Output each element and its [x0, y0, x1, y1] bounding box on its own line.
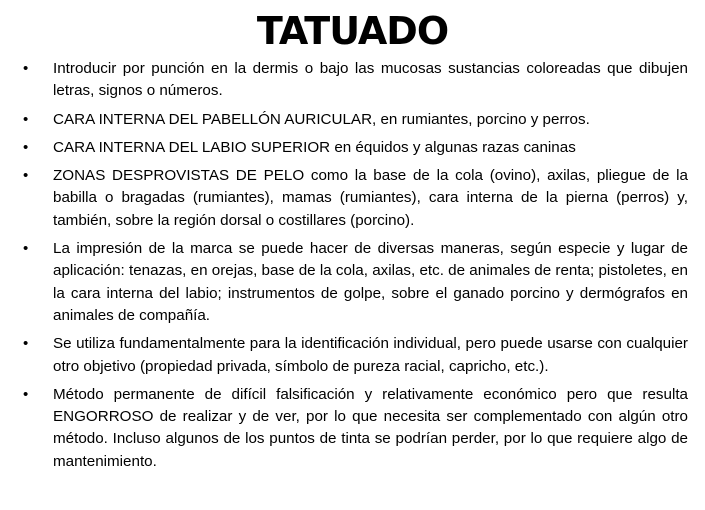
bullet-text-application-methods: La impresión de la marca se puede hacer de diversas maneras, según especie y lugar de aplicación: tenazas, en orejas, base de la cola, axilas, etc. de animales de renta; pistoletes, en la cara interna del labio; instrumentos de golpe, sobre el ganado porcino y dermógrafos en animales de compañía. [53, 240, 688, 324]
bullet-dot-icon: • [23, 167, 29, 185]
bullet-text-method-assessment: Método permanente de difícil falsificación y relativamente económico pero que resulta ENGORROSO de realizar y de ver, por lo que necesita ser complementado con algún otro método. Incluso algunos de los puntos de tinta se podrían perder, por lo que requiere algo de mantenimiento. [53, 385, 688, 470]
slide-title: TATUADO [256, 9, 449, 53]
bullet-item [22, 165, 688, 232]
bullet-item [22, 58, 688, 103]
bullet-text-ear-location: CARA INTERNA DEL PABELLÓN AURICULAR, en rumiantes, porcino y perros. [53, 110, 590, 128]
bullet-text-lip-location: CARA INTERNA DEL LABIO SUPERIOR en équidos y algunas razas caninas [53, 138, 576, 156]
bullet-text-definition: Introducir por punción en la dermis o bajo las mucosas sustancias coloreadas que dibujen letras, signos o números. [53, 60, 688, 100]
bullet-item [22, 109, 688, 131]
bullet-dot-icon: • [23, 240, 29, 258]
bullet-dot-icon: • [23, 385, 29, 403]
bullet-dot-icon: • [23, 138, 29, 156]
bullet-text-hairless-zones: ZONAS DESPROVISTAS DE PELO como la base de la cola (ovino), axilas, pliegue de la babilla o bragadas (rumiantes), mamas (rumiantes), cara interna de la pierna (perros) y, también, sobre la región dorsal o costillares (porcino). [53, 167, 688, 229]
bullet-dot-icon: • [23, 335, 29, 353]
bullet-text-usage: Se utiliza fundamentalmente para la identificación individual, pero puede usarse con cualquier otro objetivo (propiedad privada, símbolo de pureza racial, capricho, etc.). [53, 335, 688, 375]
bullet-dot-icon: • [23, 110, 29, 128]
bullet-item [22, 238, 688, 327]
bullet-item [22, 333, 688, 378]
bullet-list [22, 58, 688, 479]
bullet-item [22, 384, 688, 473]
bullet-item [22, 137, 688, 159]
bullet-dot-icon: • [23, 60, 29, 77]
